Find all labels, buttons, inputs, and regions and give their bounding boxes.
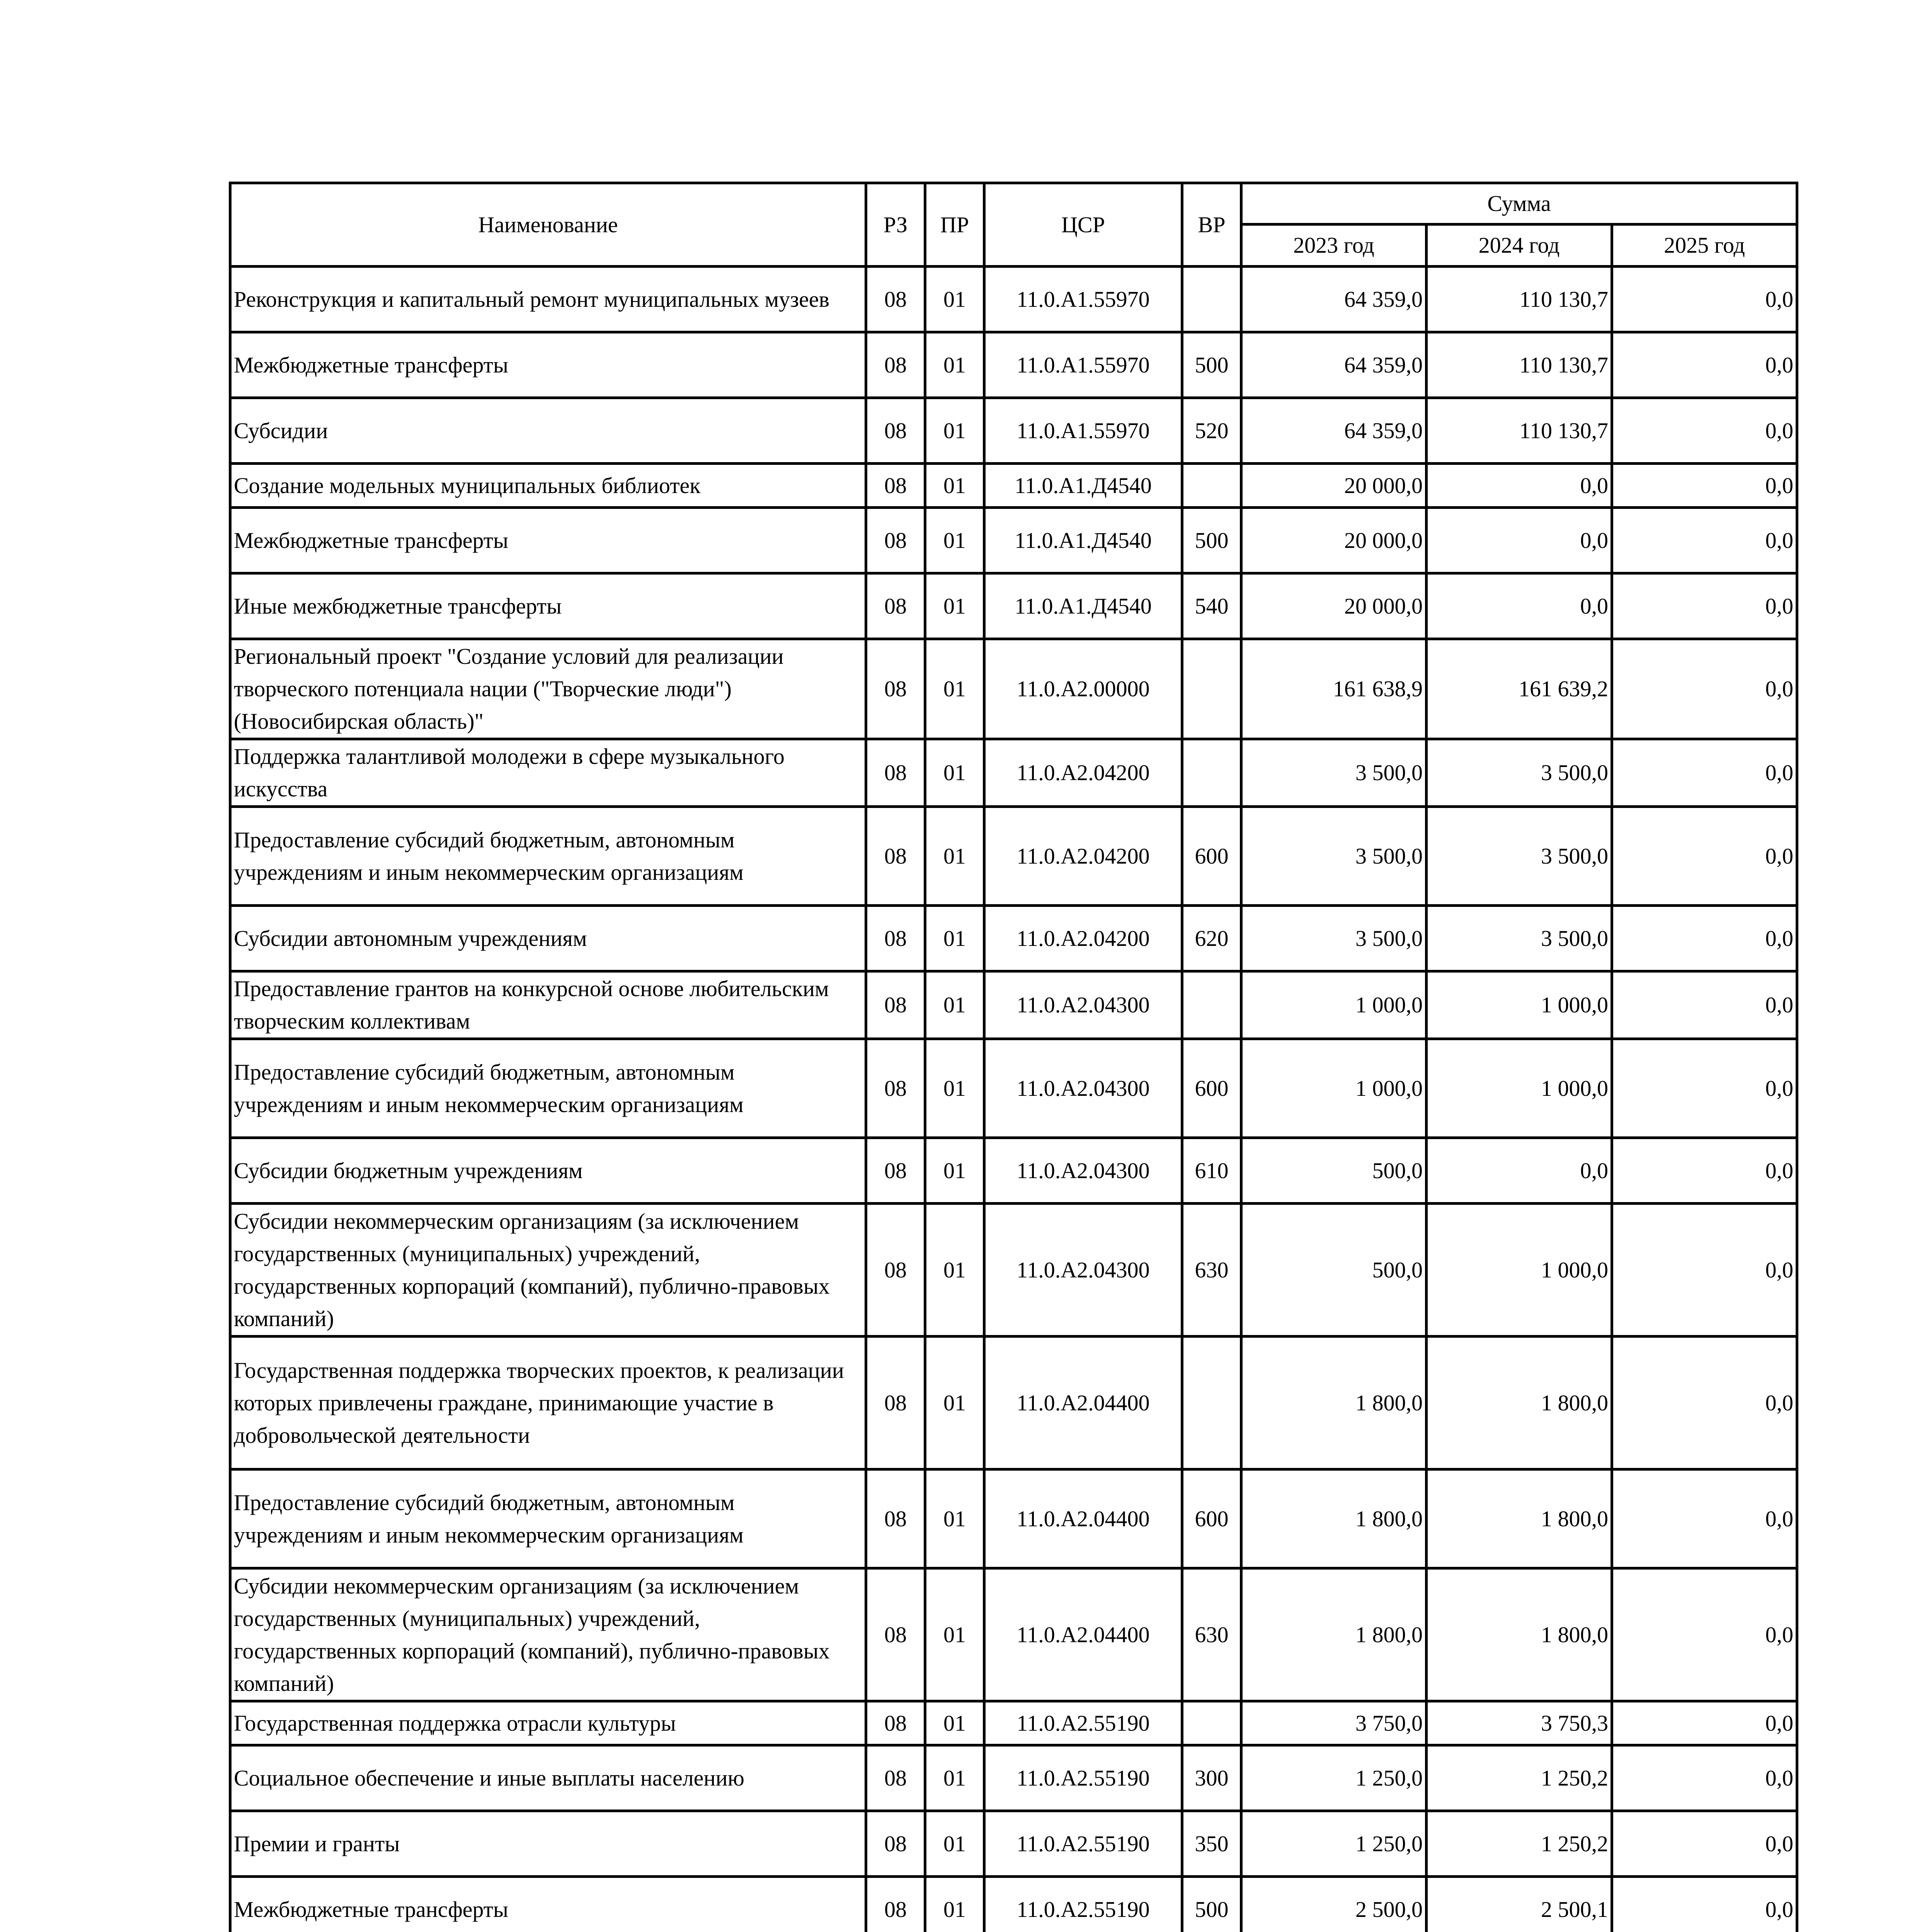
row-sum-2024: 3 500,0 [1427,906,1612,971]
row-sum-2023: 64 359,0 [1241,398,1427,464]
row-sum-2024: 110 130,7 [1427,332,1612,398]
header-csr: ЦСР [984,183,1182,267]
row-name: Государственная поддержка отрасли культуры [230,1701,866,1745]
row-sum-2023: 1 250,0 [1241,1745,1427,1811]
row-csr: 11.0.А1.Д4540 [984,573,1182,639]
row-vr: 600 [1182,1469,1241,1568]
header-rz: РЗ [866,183,925,267]
row-vr: 350 [1182,1811,1241,1877]
row-sum-2025: 0,0 [1612,1204,1797,1337]
table-row [230,906,1797,971]
table-row [230,1745,1797,1811]
row-sum-2023: 1 800,0 [1241,1469,1427,1568]
row-sum-2025: 0,0 [1612,1337,1797,1469]
row-sum-2023: 64 359,0 [1241,267,1427,332]
row-sum-2024: 0,0 [1427,1138,1612,1204]
row-name: Премии и гранты [230,1811,866,1877]
row-sum-2024: 1 800,0 [1427,1568,1612,1701]
row-sum-2024: 110 130,7 [1427,267,1612,332]
table-row [230,332,1797,398]
table-row [230,508,1797,573]
header-vr: ВР [1182,183,1241,267]
row-sum-2023: 2 500,0 [1241,1877,1427,1932]
row-sum-2023: 1 000,0 [1241,971,1427,1039]
row-csr: 11.0.А2.04300 [984,1039,1182,1138]
row-sum-2025: 0,0 [1612,906,1797,971]
row-name: Межбюджетные трансферты [230,1877,866,1932]
table-row [230,1877,1797,1932]
table-row [230,1138,1797,1204]
table-header [230,183,1797,267]
row-rz: 08 [866,398,925,464]
row-pr: 01 [925,1039,984,1138]
row-sum-2025: 0,0 [1612,267,1797,332]
row-name: Предоставление субсидий бюджетным, автономным учреждениям и иным некоммерческим организациям [230,1469,866,1568]
row-pr: 01 [925,1877,984,1932]
row-vr: 610 [1182,1138,1241,1204]
row-csr: 11.0.А2.04200 [984,807,1182,906]
row-pr: 01 [925,1568,984,1701]
row-pr: 01 [925,639,984,739]
row-pr: 01 [925,1745,984,1811]
row-sum-2025: 0,0 [1612,739,1797,807]
table-row [230,267,1797,332]
row-sum-2025: 0,0 [1612,1745,1797,1811]
row-rz: 08 [866,1337,925,1469]
table-row [230,1337,1797,1469]
row-pr: 01 [925,464,984,508]
row-sum-2024: 1 250,2 [1427,1745,1612,1811]
row-rz: 08 [866,573,925,639]
row-name: Предоставление грантов на конкурсной основе любительским творческим коллективам [230,971,866,1039]
row-sum-2024: 3 750,3 [1427,1701,1612,1745]
row-sum-2024: 0,0 [1427,508,1612,573]
row-name: Субсидии [230,398,866,464]
row-vr [1182,739,1241,807]
row-sum-2023: 20 000,0 [1241,464,1427,508]
row-sum-2024: 1 250,2 [1427,1811,1612,1877]
table-row [230,1811,1797,1877]
row-csr: 11.0.А2.04200 [984,906,1182,971]
table-body [230,267,1797,1932]
row-rz: 08 [866,639,925,739]
row-sum-2025: 0,0 [1612,464,1797,508]
row-sum-2023: 3 500,0 [1241,906,1427,971]
row-sum-2025: 0,0 [1612,332,1797,398]
row-vr: 600 [1182,1039,1241,1138]
row-vr [1182,267,1241,332]
table-row [230,1204,1797,1337]
row-sum-2025: 0,0 [1612,573,1797,639]
row-vr [1182,971,1241,1039]
row-sum-2023: 1 250,0 [1241,1811,1427,1877]
budget-table [229,182,1798,1932]
row-rz: 08 [866,1469,925,1568]
table-row [230,1469,1797,1568]
row-csr: 11.0.А2.04300 [984,1138,1182,1204]
row-vr: 520 [1182,398,1241,464]
row-csr: 11.0.А2.55190 [984,1701,1182,1745]
row-name: Региональный проект "Создание условий для реализации творческого потенциала нации ("Творческие люди") (Новосибирская область)" [230,639,866,739]
row-sum-2023: 161 638,9 [1241,639,1427,739]
row-name: Предоставление субсидий бюджетным, автономным учреждениям и иным некоммерческим организациям [230,1039,866,1138]
row-name: Иные межбюджетные трансферты [230,573,866,639]
row-vr: 630 [1182,1204,1241,1337]
row-sum-2025: 0,0 [1612,1877,1797,1932]
table-row [230,398,1797,464]
row-sum-2023: 64 359,0 [1241,332,1427,398]
row-rz: 08 [866,267,925,332]
row-csr: 11.0.А2.04400 [984,1469,1182,1568]
row-csr: 11.0.А2.04300 [984,971,1182,1039]
row-sum-2023: 1 800,0 [1241,1568,1427,1701]
row-name: Межбюджетные трансферты [230,508,866,573]
row-vr: 540 [1182,573,1241,639]
row-sum-2025: 0,0 [1612,807,1797,906]
row-csr: 11.0.А2.55190 [984,1745,1182,1811]
row-sum-2024: 1 000,0 [1427,971,1612,1039]
row-pr: 01 [925,1811,984,1877]
row-pr: 01 [925,1469,984,1568]
row-rz: 08 [866,971,925,1039]
row-rz: 08 [866,1204,925,1337]
row-rz: 08 [866,332,925,398]
table-row [230,639,1797,739]
row-sum-2024: 161 639,2 [1427,639,1612,739]
row-name: Субсидии автономным учреждениям [230,906,866,971]
row-pr: 01 [925,1204,984,1337]
row-sum-2024: 3 500,0 [1427,807,1612,906]
row-csr: 11.0.А1.Д4540 [984,464,1182,508]
row-vr [1182,464,1241,508]
row-sum-2023: 500,0 [1241,1204,1427,1337]
row-vr: 500 [1182,508,1241,573]
row-sum-2025: 0,0 [1612,1701,1797,1745]
table-row [230,1701,1797,1745]
row-pr: 01 [925,398,984,464]
table-row [230,1568,1797,1701]
row-pr: 01 [925,906,984,971]
row-rz: 08 [866,807,925,906]
row-name: Поддержка талантливой молодежи в сфере музыкального искусства [230,739,866,807]
row-pr: 01 [925,1138,984,1204]
row-vr [1182,639,1241,739]
table-row [230,807,1797,906]
row-rz: 08 [866,1811,925,1877]
row-csr: 11.0.А2.04400 [984,1568,1182,1701]
row-csr: 11.0.А1.55970 [984,332,1182,398]
row-csr: 11.0.А1.Д4540 [984,508,1182,573]
header-year-2025: 2025 год [1612,224,1797,267]
row-rz: 08 [866,906,925,971]
row-pr: 01 [925,267,984,332]
row-csr: 11.0.А2.04400 [984,1337,1182,1469]
header-sum: Сумма [1241,183,1797,224]
row-csr: 11.0.А2.55190 [984,1811,1182,1877]
header-year-2024: 2024 год [1427,224,1612,267]
row-sum-2025: 0,0 [1612,639,1797,739]
row-sum-2023: 1 800,0 [1241,1337,1427,1469]
row-csr: 11.0.А2.55190 [984,1877,1182,1932]
row-sum-2024: 0,0 [1427,573,1612,639]
row-vr [1182,1337,1241,1469]
row-sum-2024: 1 800,0 [1427,1469,1612,1568]
row-pr: 01 [925,971,984,1039]
table-row [230,739,1797,807]
row-name: Межбюджетные трансферты [230,332,866,398]
row-vr [1182,1701,1241,1745]
row-csr: 11.0.А1.55970 [984,398,1182,464]
row-sum-2025: 0,0 [1612,398,1797,464]
row-name: Предоставление субсидий бюджетным, автономным учреждениям и иным некоммерческим организациям [230,807,866,906]
row-rz: 08 [866,464,925,508]
row-rz: 08 [866,1877,925,1932]
row-sum-2023: 3 500,0 [1241,807,1427,906]
row-name: Государственная поддержка творческих проектов, к реализации которых привлечены граждане, принимающие участие в добровольческой деятельности [230,1337,866,1469]
row-vr: 500 [1182,332,1241,398]
row-pr: 01 [925,739,984,807]
row-rz: 08 [866,508,925,573]
row-pr: 01 [925,807,984,906]
table-row [230,971,1797,1039]
header-pr: ПР [925,183,984,267]
row-vr: 300 [1182,1745,1241,1811]
table-row [230,464,1797,508]
row-sum-2023: 500,0 [1241,1138,1427,1204]
row-sum-2025: 0,0 [1612,1811,1797,1877]
row-sum-2024: 0,0 [1427,464,1612,508]
row-rz: 08 [866,1568,925,1701]
row-sum-2023: 3 500,0 [1241,739,1427,807]
row-csr: 11.0.А1.55970 [984,267,1182,332]
row-sum-2024: 2 500,1 [1427,1877,1612,1932]
row-pr: 01 [925,1701,984,1745]
row-rz: 08 [866,1039,925,1138]
row-vr: 500 [1182,1877,1241,1932]
row-name: Реконструкция и капитальный ремонт муниципальных музеев [230,267,866,332]
row-sum-2023: 3 750,0 [1241,1701,1427,1745]
row-vr: 600 [1182,807,1241,906]
row-sum-2023: 20 000,0 [1241,508,1427,573]
row-sum-2025: 0,0 [1612,1039,1797,1138]
row-name: Субсидии некоммерческим организациям (за исключением государственных (муниципальных) учреждений, государственных корпораций (компаний), публично-правовых компаний) [230,1568,866,1701]
row-csr: 11.0.А2.04200 [984,739,1182,807]
row-sum-2025: 0,0 [1612,1568,1797,1701]
row-sum-2024: 3 500,0 [1427,739,1612,807]
row-name: Субсидии бюджетным учреждениям [230,1138,866,1204]
row-sum-2023: 20 000,0 [1241,573,1427,639]
row-sum-2025: 0,0 [1612,1138,1797,1204]
row-rz: 08 [866,1745,925,1811]
row-csr: 11.0.А2.00000 [984,639,1182,739]
row-pr: 01 [925,332,984,398]
row-sum-2024: 1 800,0 [1427,1337,1612,1469]
header-name: Наименование [230,183,866,267]
row-sum-2023: 1 000,0 [1241,1039,1427,1138]
row-sum-2025: 0,0 [1612,508,1797,573]
row-rz: 08 [866,1701,925,1745]
table-row [230,1039,1797,1138]
row-pr: 01 [925,508,984,573]
row-vr: 630 [1182,1568,1241,1701]
row-sum-2024: 1 000,0 [1427,1204,1612,1337]
row-sum-2025: 0,0 [1612,1469,1797,1568]
row-sum-2024: 1 000,0 [1427,1039,1612,1138]
row-pr: 01 [925,1337,984,1469]
row-vr: 620 [1182,906,1241,971]
row-sum-2025: 0,0 [1612,971,1797,1039]
row-csr: 11.0.А2.04300 [984,1204,1182,1337]
table-row [230,573,1797,639]
row-sum-2024: 110 130,7 [1427,398,1612,464]
row-pr: 01 [925,573,984,639]
row-rz: 08 [866,739,925,807]
row-name: Субсидии некоммерческим организациям (за исключением государственных (муниципальных) учреждений, государственных корпораций (компаний), публично-правовых компаний) [230,1204,866,1337]
row-name: Социальное обеспечение и иные выплаты населению [230,1745,866,1811]
row-name: Создание модельных муниципальных библиотек [230,464,866,508]
row-rz: 08 [866,1138,925,1204]
header-year-2023: 2023 год [1241,224,1427,267]
